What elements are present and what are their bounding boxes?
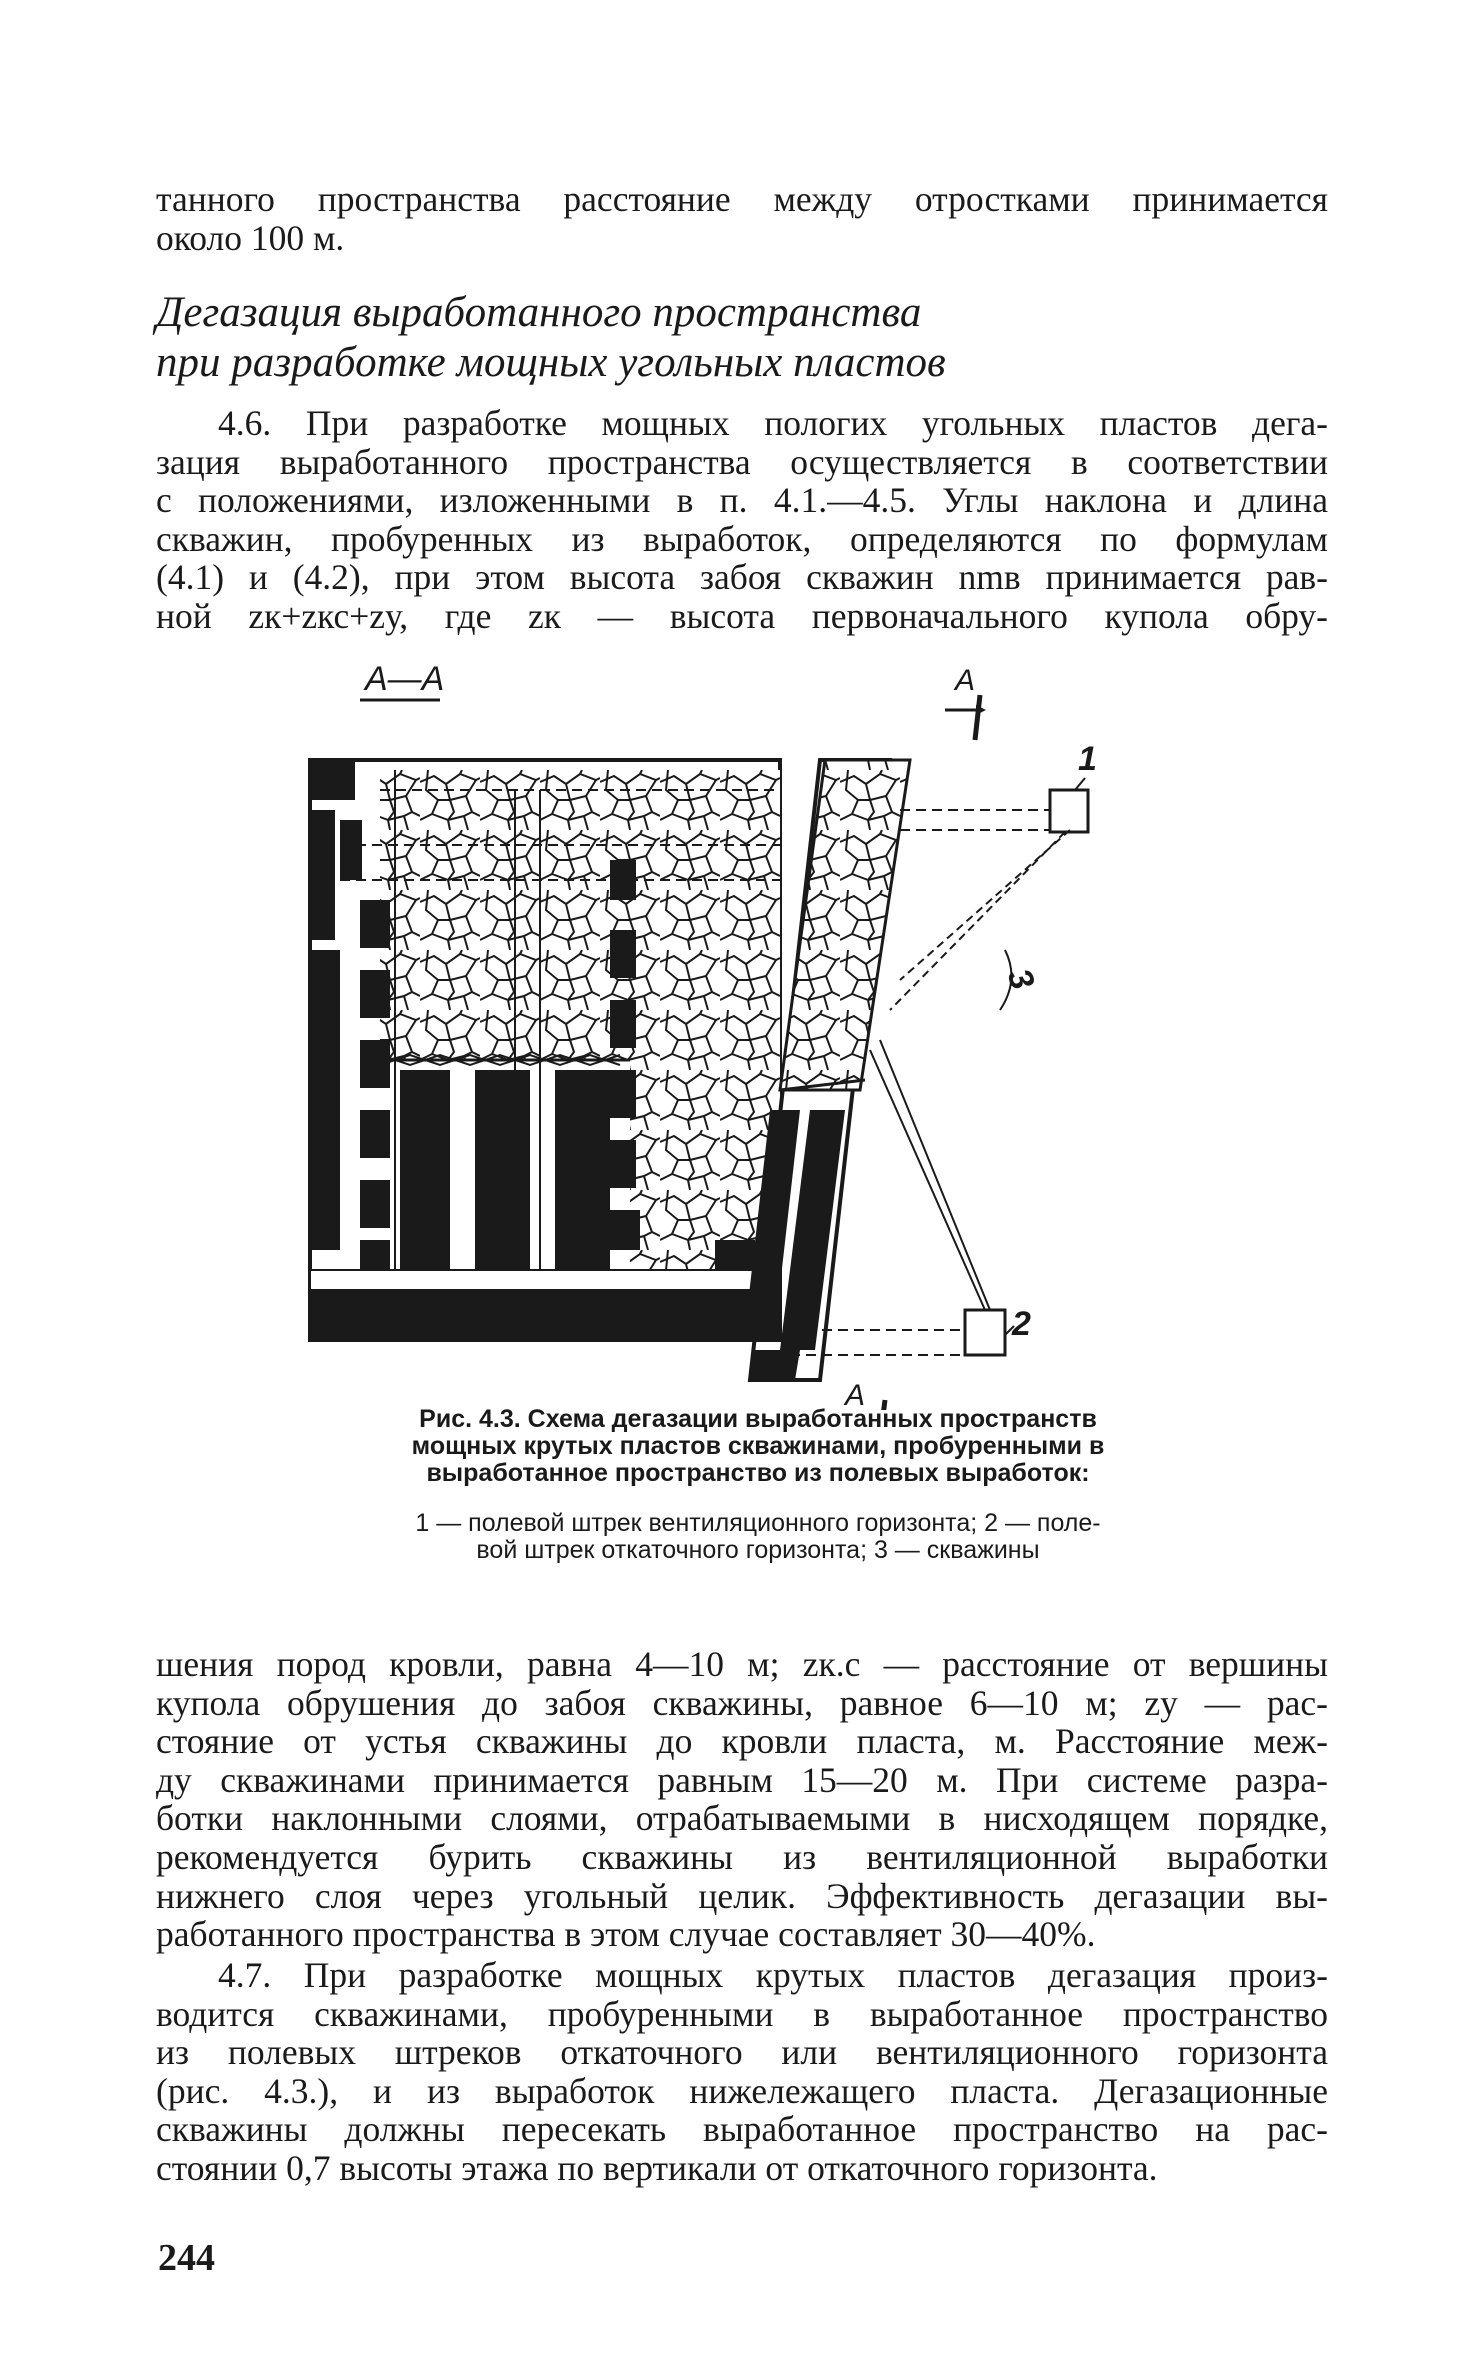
leader-1 <box>1075 778 1085 790</box>
text-line: скважины должны пересекать выработанное пространство на рас- <box>156 2109 1328 2150</box>
caved-rock <box>380 770 780 1060</box>
legend-line: вой штрек откаточного горизонта; 3 — скважины <box>476 1536 1040 1564</box>
figure-caption-title <box>318 1406 1198 1487</box>
cut-label-bottom: А <box>845 1379 866 1410</box>
heading-line: Дегазация выработанного пространства <box>156 289 922 336</box>
text-line: ду скважинами принимается равным 15—20 м. При системе разра- <box>156 1759 1328 1800</box>
caption-line: Рис. 4.3. Схема дегазации выработанных пространств <box>419 1405 1097 1433</box>
text-line: работанного пространства в этом случае составляет 30—40%. <box>156 1914 1096 1955</box>
text-line: скважин, пробуренных из выработок, определяются по формулам <box>156 518 1328 559</box>
borehole <box>880 1040 990 1310</box>
coal-strip <box>310 950 340 1250</box>
text-line: около 100 м. <box>156 217 345 258</box>
cut-line-top <box>975 695 980 740</box>
chamber <box>610 930 636 978</box>
caption-line: выработанное пространство из полевых выработок: <box>426 1459 1090 1487</box>
coal-slab <box>475 1070 530 1270</box>
pillar-block <box>310 760 355 800</box>
chamber <box>610 1000 636 1048</box>
legend-line: 1 — полевой штрек вентиляционного горизонта; 2 — поле- <box>415 1509 1101 1537</box>
chamber <box>360 1110 390 1158</box>
chamber <box>360 900 390 948</box>
haulage-drift <box>965 1310 1005 1355</box>
pillar-block <box>310 810 335 940</box>
plan-view <box>310 760 780 1340</box>
ventilation-drift <box>1050 790 1088 832</box>
chamber <box>715 1240 755 1270</box>
text-line: (4.1) и (4.2), при этом высота забоя скважин nmв принимается рав- <box>156 557 1328 598</box>
text-line: (рис. 4.3.), и из выработок нижележащего пласта. Дегазационные <box>156 2070 1328 2111</box>
cross-section-view <box>745 664 1097 1410</box>
text-line: рекомендуется бурить скважины из вентиляционной выработки <box>156 1836 1328 1877</box>
top-paragraph <box>156 180 1328 257</box>
figure-4-3 <box>300 650 1220 1410</box>
page-number: 244 <box>158 2237 215 2279</box>
label-2: 2 <box>1012 1305 1031 1343</box>
text-line: ботки наклонными слоями, отрабатываемыми в нисходящем порядке, <box>156 1798 1328 1839</box>
text-line: водится скважинами, пробуренными в выработанное пространство <box>156 1993 1328 2034</box>
text-line: 4.6. При разработке мощных пологих угольных пластов дега- <box>218 403 1328 443</box>
text-line: танного пространства расстояние между отростками принимается <box>156 179 1328 219</box>
paragraph-4-6 <box>156 404 1328 636</box>
label-3: 3 <box>999 963 1042 995</box>
caption-line: мощных крутых пластов скважинами, пробуренными в <box>411 1432 1105 1460</box>
label-1: 1 <box>1078 740 1097 778</box>
text-line: нижнего слоя через угольный целик. Эффективность дегазации вы- <box>156 1875 1328 1916</box>
text-line: стояние от устья скважины до кровли пласта, м. Расстояние меж- <box>156 1721 1328 1762</box>
coal-slab <box>400 1070 450 1270</box>
cut-label-top: А <box>955 664 976 697</box>
text-line: из полевых штреков откаточного или вентиляционного горизонта <box>156 2032 1328 2073</box>
paragraph-4-7 <box>156 1956 1328 2188</box>
chamber <box>610 1070 636 1118</box>
text-line: шения пород кровли, равна 4—10 м; zк.с — расстояние от вершины <box>156 1644 1328 1684</box>
pillar-block <box>340 820 362 880</box>
chamber <box>600 1210 640 1250</box>
chamber <box>360 970 390 1018</box>
borehole <box>870 1050 985 1310</box>
figure-caption-legend <box>318 1510 1198 1564</box>
text-line: зация выработанного пространства осуществляется в соответствии <box>156 441 1328 482</box>
paragraph-continuation <box>156 1645 1328 1954</box>
text-line: 4.7. При разработке мощных крутых пластов дегазация произ- <box>218 1955 1328 1995</box>
text-line: стоянии 0,7 высоты этажа по вертикали от откаточного горизонта. <box>156 2147 1158 2188</box>
haulage-band <box>310 1270 780 1290</box>
section-label: А—А <box>365 660 445 698</box>
text-line: ной zк+zкс+zу, где zк — высота первоначального купола обру- <box>156 595 1328 636</box>
chamber <box>360 1180 390 1228</box>
chamber <box>610 1140 636 1188</box>
bottom-band <box>310 1290 780 1340</box>
heading-line: при разработке мощных угольных пластов <box>156 339 946 386</box>
text-line: с положениями, изложенными в п. 4.1.—4.5. Углы наклона и длина <box>156 480 1328 521</box>
text-line: купола обрушения до забоя скважины, равное 6—10 м; zу — рас- <box>156 1682 1328 1723</box>
section-heading <box>156 288 1328 388</box>
